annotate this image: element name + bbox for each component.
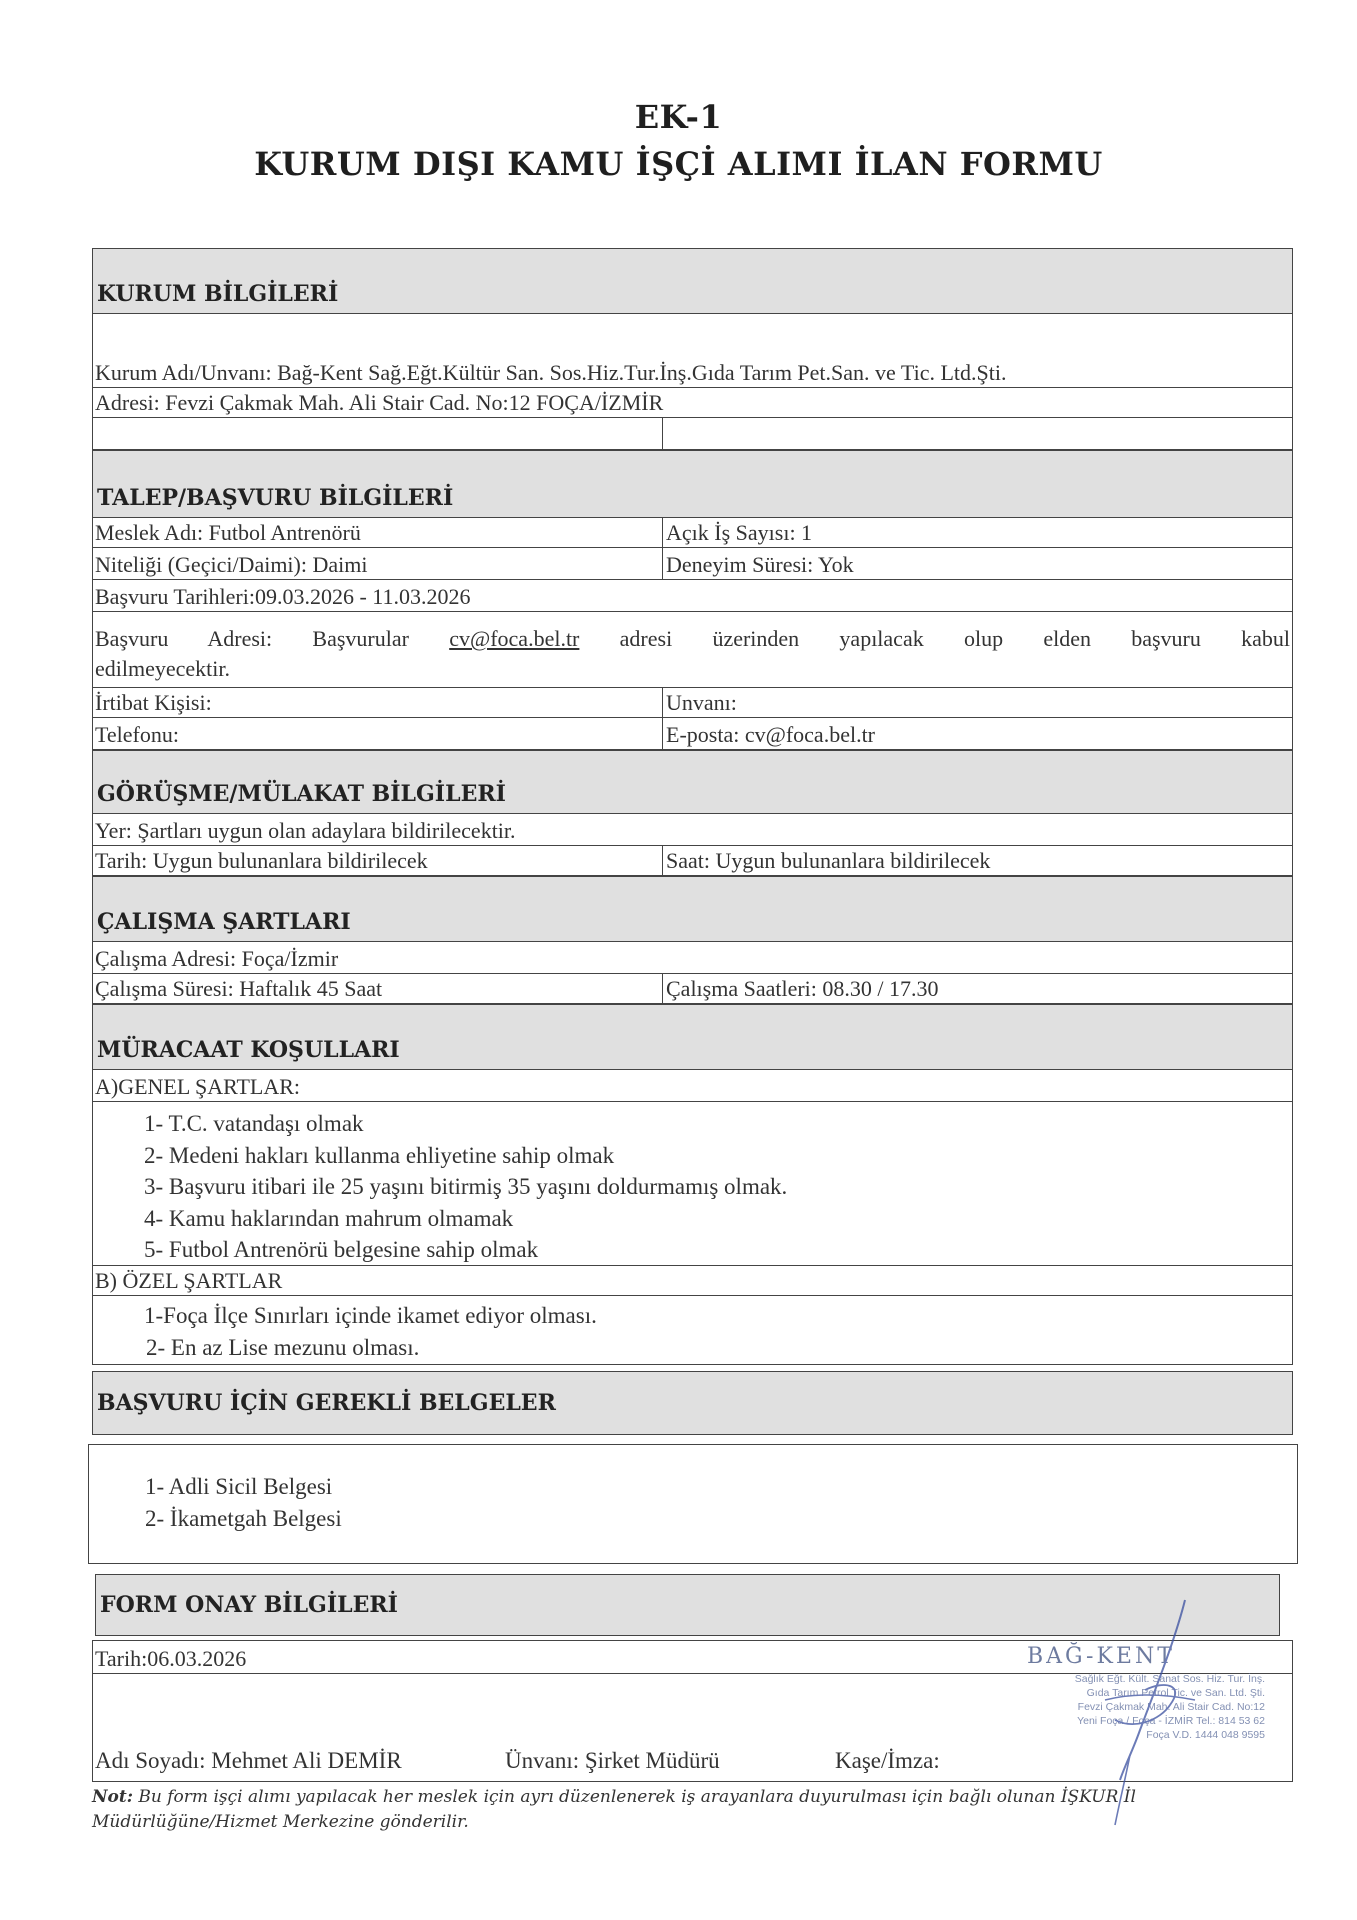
section-calisma-sartlari: ÇALIŞMA ŞARTLARI xyxy=(92,876,1293,942)
belge-item: 2- İkametgah Belgesi xyxy=(145,1506,342,1531)
stamp-line: Foça V.D. 1444 048 9595 xyxy=(1146,1729,1265,1741)
form-code: EK-1 xyxy=(634,98,723,136)
genel-sart-item: 5- Futbol Antrenörü belgesine sahip olmak xyxy=(144,1237,539,1262)
stamp-line: Sağlık Eğt. Kült. Sanat Sos. Hiz. Tur. İnş. xyxy=(1074,1673,1265,1685)
basvuru-tarih-row xyxy=(92,580,1293,612)
unvani: Unvanı: xyxy=(666,690,737,715)
empty-row xyxy=(92,418,1293,450)
basvuru-adres-suffix: adresi üzerinden yapılacak olup elden başvuru kabul xyxy=(619,626,1291,651)
yer-row xyxy=(92,814,1293,846)
section-form-onay: FORM ONAY BİLGİLERİ xyxy=(95,1574,1280,1636)
calisma-adres-row xyxy=(92,942,1293,974)
meslek-row xyxy=(92,518,1293,548)
stamp-line: Gıda Tarım Petrol Tic. ve San. Ltd. Şti. xyxy=(1086,1687,1265,1699)
company-stamp xyxy=(955,1640,1285,1790)
kase-imza: Kaşe/İmza: xyxy=(835,1748,940,1773)
ozel-sart-item: 1-Foça İlçe Sınırları içinde ikamet ediyor olması. xyxy=(144,1303,597,1328)
belge-item: 1- Adli Sicil Belgesi xyxy=(145,1474,333,1499)
e-posta: E-posta: cv@foca.bel.tr xyxy=(666,722,876,747)
calisma-saatleri: Çalışma Saatleri: 08.30 / 17.30 xyxy=(666,976,939,1001)
genel-sartlar-list xyxy=(92,1102,1293,1266)
telefonu: Telefonu: xyxy=(95,722,179,747)
meslek-adi: Meslek Adı: Futbol Antrenörü xyxy=(95,520,361,545)
acik-is-sayisi: Açık İş Sayısı: 1 xyxy=(666,520,813,545)
note-text: Bu form işçi alımı yapılacak her meslek için ayrı düzenlenerek iş arayanlara duyurulması için bağlı olunan İŞKUR İl Müdürlüğüne/Hizmet Merkezine gönderilir. xyxy=(92,1787,1136,1832)
basvuru-tarihleri: Başvuru Tarihleri:09.03.2026 - 11.03.2026 xyxy=(95,584,471,609)
stamp-name: BAĞ-KENT xyxy=(1027,1644,1175,1669)
basvuru-adres-row xyxy=(92,612,1293,688)
genel-sartlar-row xyxy=(92,1070,1293,1102)
stamp-line: Fevzi Çakmak Mah. Ali Stair Cad. No:12 xyxy=(1077,1701,1265,1713)
irtibat-kisisi: İrtibat Kişisi: xyxy=(95,690,212,715)
basvuru-email-link[interactable]: cv@foca.bel.tr xyxy=(449,626,580,651)
section-talep-basvuru: TALEP/BAŞVURU BİLGİLERİ xyxy=(92,450,1293,518)
stamp-line: Yeni Foça / Foça - İZMİR Tel.: 814 53 62 xyxy=(1077,1715,1265,1727)
signature-icon xyxy=(955,1580,1285,1780)
deneyim-suresi: Deneyim Süresi: Yok xyxy=(666,552,854,577)
section-muracaat-kosullari: MÜRACAAT KOŞULLARI xyxy=(92,1004,1293,1070)
onaylayan-unvani: Ünvanı: Şirket Müdürü xyxy=(505,1748,720,1773)
telefon-row xyxy=(92,718,1293,750)
irtibat-row xyxy=(92,688,1293,718)
calisma-adresi: Çalışma Adresi: Foça/İzmir xyxy=(95,946,339,971)
genel-sart-item: 3- Başvuru itibari ile 25 yaşını bitirmiş 35 yaşını doldurmamış olmak. xyxy=(144,1174,788,1199)
calisma-sure-row xyxy=(92,974,1293,1004)
mulakat-yeri: Yer: Şartları uygun olan adaylara bildirilecektir. xyxy=(95,818,516,843)
ozel-sartlar-row xyxy=(92,1266,1293,1296)
mulakat-tarihi: Tarih: Uygun bulunanlara bildirilecek xyxy=(95,848,428,873)
nitelik-row xyxy=(92,548,1293,580)
mulakat-saati: Saat: Uygun bulunanlara bildirilecek xyxy=(666,848,991,873)
note-label: Not: xyxy=(92,1787,134,1807)
kurum-adi: Kurum Adı/Unvanı: Bağ-Kent Sağ.Eğt.Kültür San. Sos.Hiz.Tur.İnş.Gıda Tarım Pet.San. ve Tic. Ltd.Şti. xyxy=(95,360,1007,385)
onay-tarihi: Tarih:06.03.2026 xyxy=(95,1646,247,1671)
section-gorusme-mulakat: GÖRÜŞME/MÜLAKAT BİLGİLERİ xyxy=(92,750,1293,814)
niteligi: Niteliği (Geçici/Daimi): Daimi xyxy=(95,552,368,577)
kurum-adresi: Adresi: Fevzi Çakmak Mah. Ali Stair Cad. No:12 FOÇA/İZMİR xyxy=(95,390,664,415)
ozel-sartlar-title: B) ÖZEL ŞARTLAR xyxy=(95,1268,283,1293)
section-gerekli-belgeler: BAŞVURU İÇİN GEREKLİ BELGELER xyxy=(92,1371,1293,1435)
adi-soyadi: Adı Soyadı: Mehmet Ali DEMİR xyxy=(95,1748,402,1773)
genel-sart-item: 4- Kamu haklarından mahrum olmamak xyxy=(144,1205,514,1231)
belgeler-box xyxy=(88,1444,1298,1564)
ozel-sartlar-list xyxy=(144,1300,597,1364)
mulakat-tarih-row xyxy=(92,846,1293,876)
basvuru-adres-line2: edilmeyecektir. xyxy=(95,656,230,681)
kurum-adres-row xyxy=(92,388,1293,418)
form-title: KURUM DIŞI KAMU İŞÇİ ALIMI İLAN FORMU xyxy=(254,145,1103,183)
ozel-sart-item: 2- En az Lise mezunu olması. xyxy=(146,1335,420,1360)
kurum-adi-row xyxy=(92,314,1293,388)
section-kurum-bilgileri: KURUM BİLGİLERİ xyxy=(92,248,1293,314)
genel-sartlar-title: A)GENEL ŞARTLAR: xyxy=(95,1074,301,1099)
basvuru-adres-prefix: Başvuru Adresi: Başvurular xyxy=(95,626,409,651)
footnote xyxy=(92,1785,1302,1835)
genel-sart-item: 2- Medeni hakları kullanma ehliyetine sahip olmak xyxy=(144,1142,615,1168)
calisma-suresi: Çalışma Süresi: Haftalık 45 Saat xyxy=(95,976,383,1001)
genel-sart-item: 1- T.C. vatandaşı olmak xyxy=(144,1111,364,1136)
